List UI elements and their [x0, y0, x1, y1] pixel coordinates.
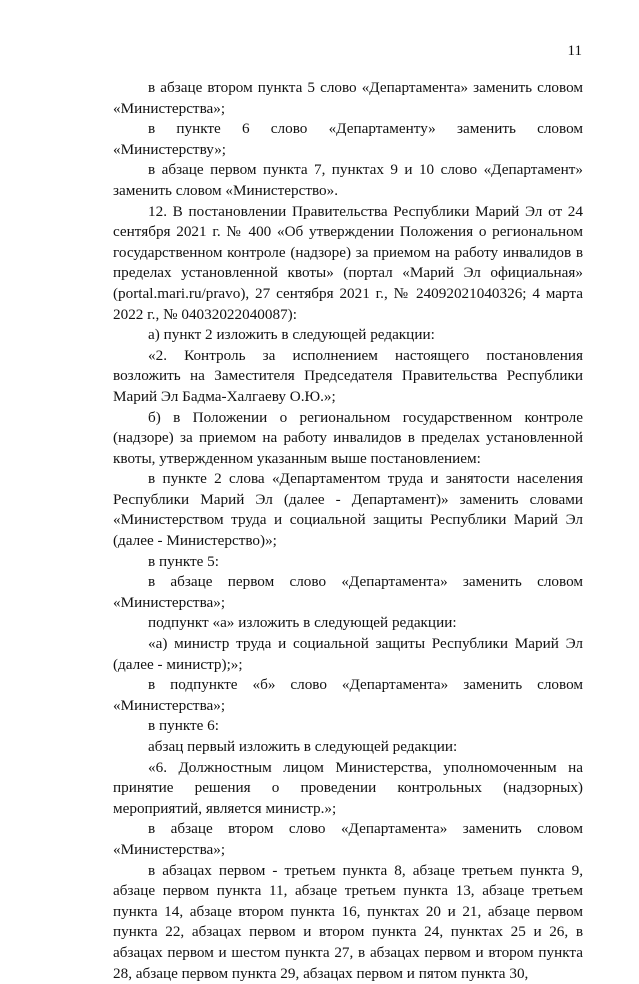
paragraph: в пункте 6 слово «Департаменту» заменить словом «Министерству»;: [113, 120, 583, 158]
quoted-clause: «2. Контроль за исполнением настоящего постановления возложить на Заместителя Председателя Правительства Республики Марий Эл Бадма-Халгаеву О.Ю.»;: [113, 346, 583, 405]
paragraph: подпункт «а» изложить в следующей редакции:: [148, 614, 457, 632]
paragraph: в пункте 2 слова «Департаментом труда и занятости населения Республики Марий Эл (далее - Департамент)» заменить словами «Министерством труда и социальной защиты Республики Марий Эл (далее - Министерство)»;: [113, 470, 583, 550]
quoted-clause: «а) министр труда и социальной защиты Республики Марий Эл (далее - министр);»;: [113, 635, 583, 673]
subitem-a: а) пункт 2 изложить в следующей редакции:: [148, 326, 435, 344]
paragraph: абзац первый изложить в следующей редакции:: [148, 738, 458, 755]
page-number: 11: [567, 43, 582, 59]
paragraph: в абзаце первом слово «Департамента» заменить словом «Министерства»;: [113, 573, 583, 611]
paragraph: в абзаце первом пункта 7, пунктах 9 и 10 слово «Департамент» заменить словом «Министерство».: [113, 161, 583, 199]
subitem-b: б) в Положении о региональном государственном контроле (надзоре) за приемом на работу инвалидов в пределах установленной квоты, утвержденном указанным выше постановлением:: [113, 408, 583, 467]
quoted-clause: «6. Должностным лицом Министерства, уполномоченным на принятие решения о проведении контрольных (надзорных) мероприятий, является министр.»;: [113, 758, 583, 817]
paragraph: в пункте 5:: [148, 552, 219, 570]
paragraph: в пункте 6:: [148, 717, 219, 735]
document-body: [113, 78, 583, 984]
paragraph: в подпункте «б» слово «Департамента» заменить словом «Министерства»;: [113, 676, 583, 714]
paragraph: в абзаце втором пункта 5 слово «Департамента» заменить словом «Министерства»;: [113, 79, 583, 117]
paragraph-item-12: 12. В постановлении Правительства Республики Марий Эл от 24 сентября 2021 г. № 400 «Об утверждении Положения о региональном государственном контроле (надзоре) за приемом на работу инвалидов в пределах установленной квоты» (портал «Марий Эл официальная» (portal.mari.ru/pravo), 27 сентября 2021 г., № 24092021040326; 4 марта 2022 г., № 04032022040087):: [113, 202, 583, 323]
paragraph: в абзацах первом - третьем пункта 8, абзаце третьем пункта 9, абзаце первом пункта 11, абзаце третьем пункта 13, абзаце третьем пункта 14, абзаце втором пункта 16, пунктах 20 и 21, абзаце первом пункта 22, абзацах первом и втором пункта 24, пунктах 25 и 26, в абзацах первом и шестом пункта 27, в абзацах первом и втором пункта 28, абзаце первом пункта 29, абзацах первом и пятом пункта 30,: [113, 861, 583, 982]
paragraph: в абзаце втором слово «Департамента» заменить словом «Министерства»;: [113, 820, 583, 858]
